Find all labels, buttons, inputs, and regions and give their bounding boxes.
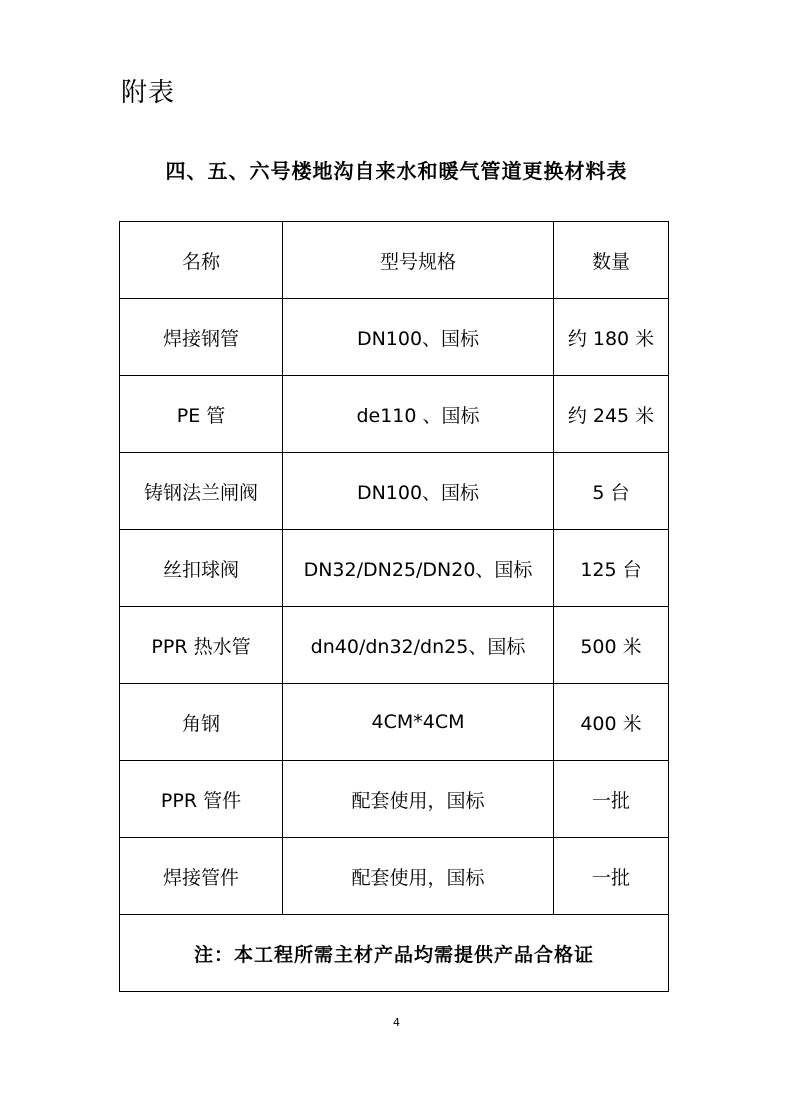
cell-quantity: 一批 [554, 761, 669, 838]
table-title: 四、五、六号楼地沟自来水和暖气管道更换材料表 [165, 159, 628, 183]
table-row [120, 761, 669, 838]
cell-spec: DN100、国标 [283, 453, 554, 530]
cell-quantity: 一批 [554, 838, 669, 915]
cell-spec: DN32/DN25/DN20、国标 [283, 530, 554, 607]
table-row [120, 838, 669, 915]
cell-spec: de110 、国标 [283, 376, 554, 453]
cell-spec: 4CM*4CM [283, 684, 554, 761]
cell-spec: 配套使用，国标 [283, 838, 554, 915]
table-note: 注：本工程所需主材产品均需提供产品合格证 [120, 915, 669, 992]
table-row [120, 376, 669, 453]
section-heading: 附表 [121, 78, 176, 108]
cell-quantity: 5 台 [554, 453, 669, 530]
table-note-row [120, 915, 669, 992]
cell-name: 丝扣球阀 [120, 530, 283, 607]
table-row [120, 684, 669, 761]
cell-name: PPR 热水管 [120, 607, 283, 684]
cell-name: PE 管 [120, 376, 283, 453]
cell-spec: dn40/dn32/dn25、国标 [283, 607, 554, 684]
cell-quantity: 400 米 [554, 684, 669, 761]
materials-table [119, 221, 669, 992]
table-row [120, 453, 669, 530]
page-number: 4 [393, 1016, 400, 1029]
cell-name: PPR 管件 [120, 761, 283, 838]
cell-spec: DN100、国标 [283, 299, 554, 376]
table-header-row [120, 222, 669, 299]
cell-name: 铸钢法兰闸阀 [120, 453, 283, 530]
header-quantity: 数量 [554, 222, 669, 299]
table-row [120, 530, 669, 607]
cell-name: 焊接管件 [120, 838, 283, 915]
cell-spec: 配套使用，国标 [283, 761, 554, 838]
cell-name: 角钢 [120, 684, 283, 761]
header-name: 名称 [120, 222, 283, 299]
cell-quantity: 125 台 [554, 530, 669, 607]
cell-quantity: 约 180 米 [554, 299, 669, 376]
header-spec: 型号规格 [283, 222, 554, 299]
table-row [120, 299, 669, 376]
table-row [120, 607, 669, 684]
cell-name: 焊接钢管 [120, 299, 283, 376]
cell-quantity: 500 米 [554, 607, 669, 684]
cell-quantity: 约 245 米 [554, 376, 669, 453]
